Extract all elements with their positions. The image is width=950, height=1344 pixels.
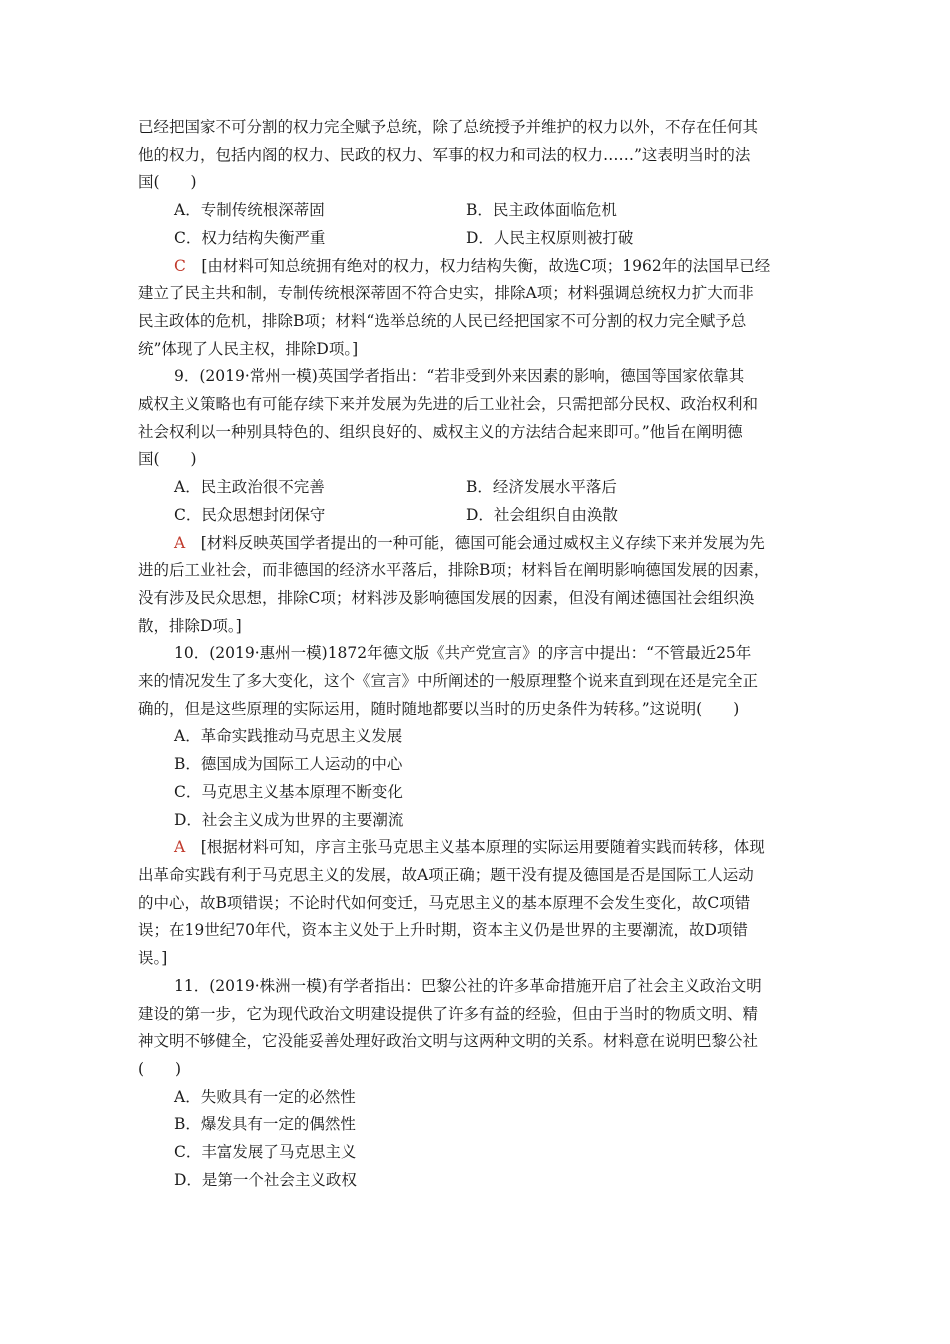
q9-options-row-2 [138, 502, 818, 530]
q9-explanation-text: [材料反映英国学者提出的一种可能，德国可能会通过威权主义存续下来并发展为先 [185, 533, 765, 552]
q11-option-b: B．爆发具有一定的偶然性 [174, 1115, 356, 1134]
q9-option-a: A．民主政治很不完善 [174, 478, 325, 497]
q10-explanation-line-3: 的中心，故B项错误；不论时代如何变迁，马克思主义的基本原理不会发生变化，故C项错 [138, 893, 751, 912]
q10-answer: A [174, 838, 186, 857]
q11-option-a: A．失败具有一定的必然性 [174, 1087, 356, 1106]
q9-stem-line-1: 9．(2019·常州一模)英国学者指出：“若非受到外来因素的影响，德国等国家依靠其 [174, 367, 745, 386]
q9-option-c: C．民众思想封闭保守 [174, 505, 326, 524]
q10-explanation-line-4: 误；在19世纪70年代，资本主义处于上升时期，资本主义仍是世界的主要潮流，故D项错 [138, 921, 748, 940]
q10-stem-line-3: 确的，但是这些原理的实际运用，随时随地都要以当时的历史条件为转移。”这说明( ) [138, 699, 740, 718]
q10-explanation-line-1 [138, 834, 818, 862]
q10-option-c: C．马克思主义基本原理不断变化 [174, 782, 403, 801]
q9-explanation-line-2: 进的后工业社会，而非德国的经济水平落后，排除B项；材料旨在阐明影响德国发展的因素， [138, 561, 770, 580]
q8-explanation-text: [由材料可知总统拥有绝对的权力，权力结构失衡，故选C项；1962年的法国早已经 [185, 256, 771, 275]
q8-stem-line-2: 他的权力，包括内阁的权力、民政的权力、军事的权力和司法的权力……”这表明当时的法 [138, 145, 751, 164]
q9-answer: A [174, 533, 186, 552]
q9-explanation-line-3: 没有涉及民众思想，排除C项；材料涉及影响德国发展的因素，但没有阐述德国社会组织涣 [138, 588, 755, 607]
q8-answer: C [174, 256, 186, 275]
q9-explanation-line-4: 散，排除D项。] [138, 616, 242, 635]
q10-explanation-line-5: 误。] [138, 949, 168, 968]
q10-explanation-text: [根据材料可知，序言主张马克思主义基本原理的实际运用要随着实践而转移，体现 [185, 838, 765, 857]
q9-stem-line-2: 威权主义策略也有可能存续下来并发展为先进的后工业社会，只需把部分民权、政治权利和 [138, 395, 759, 414]
q9-option-b: B．经济发展水平落后 [466, 478, 617, 497]
q9-stem-line-3: 社会权利以一种别具特色的、组织良好的、威权主义的方法结合起来即可。”他旨在阐明德 [138, 422, 743, 441]
q11-stem-line-4: ( ) [138, 1059, 182, 1078]
q9-options-row-1 [138, 474, 818, 502]
q10-stem-line-1: 10．(2019·惠州一模)1872年德文版《共产党宣言》的序言中提出：“不管最近25年 [174, 644, 752, 663]
q10-option-d: D．社会主义成为世界的主要潮流 [174, 810, 404, 829]
q8-explanation-line-2: 建立了民主共和制，专制传统根深蒂固不符合史实，排除A项；材料强调总统权力扩大而非 [138, 284, 754, 303]
q9-stem-line-4: 国( ) [138, 450, 197, 469]
q8-options-row-2 [138, 225, 818, 253]
q8-option-d: D．人民主权原则被打破 [466, 228, 634, 247]
q8-option-b: B．民主政体面临危机 [466, 201, 617, 220]
document-page [138, 114, 818, 1194]
q8-options-row-1 [138, 197, 818, 225]
q10-explanation-line-2: 出革命实践有利于马克思主义的发展，故A项正确；题干没有提及德国是否是国际工人运动 [138, 865, 754, 884]
q11-stem-line-3: 神文明不够健全，它没能妥善处理好政治文明与这两种文明的关系。材料意在说明巴黎公社 [138, 1032, 759, 1051]
q11-stem-line-1: 11．(2019·株洲一模)有学者指出：巴黎公社的许多革命措施开启了社会主义政治文明 [174, 976, 762, 995]
q10-option-b: B．德国成为国际工人运动的中心 [174, 755, 403, 774]
q9-explanation-line-1 [138, 530, 818, 558]
q11-stem-line-2: 建设的第一步，它为现代政治文明建设提供了许多有益的经验，但由于当时的物质文明、精 [138, 1004, 759, 1023]
q8-option-a: A．专制传统根深蒂固 [174, 201, 325, 220]
q11-option-c: C．丰富发展了马克思主义 [174, 1143, 357, 1162]
q9-option-d: D．社会组织自由涣散 [466, 505, 618, 524]
q8-option-c: C．权力结构失衡严重 [174, 228, 326, 247]
q11-option-d: D．是第一个社会主义政权 [174, 1170, 357, 1189]
q10-option-a: A．革命实践推动马克思主义发展 [174, 727, 403, 746]
q8-stem-line-3: 国( ) [138, 173, 197, 192]
q8-explanation-line-4: 统”体现了人民主权，排除D项。] [138, 339, 359, 358]
q8-explanation-line-3: 民主政体的危机，排除B项；材料“选举总统的人民已经把国家不可分割的权力完全赋予总 [138, 311, 747, 330]
q8-stem-line-1: 已经把国家不可分割的权力完全赋予总统，除了总统授予并维护的权力以外，不存在任何其 [138, 118, 759, 136]
q8-explanation-line-1 [138, 253, 818, 281]
q10-stem-line-2: 来的情况发生了多大变化，这个《宣言》中所阐述的一般原理整个说来直到现在还是完全正 [138, 672, 759, 691]
